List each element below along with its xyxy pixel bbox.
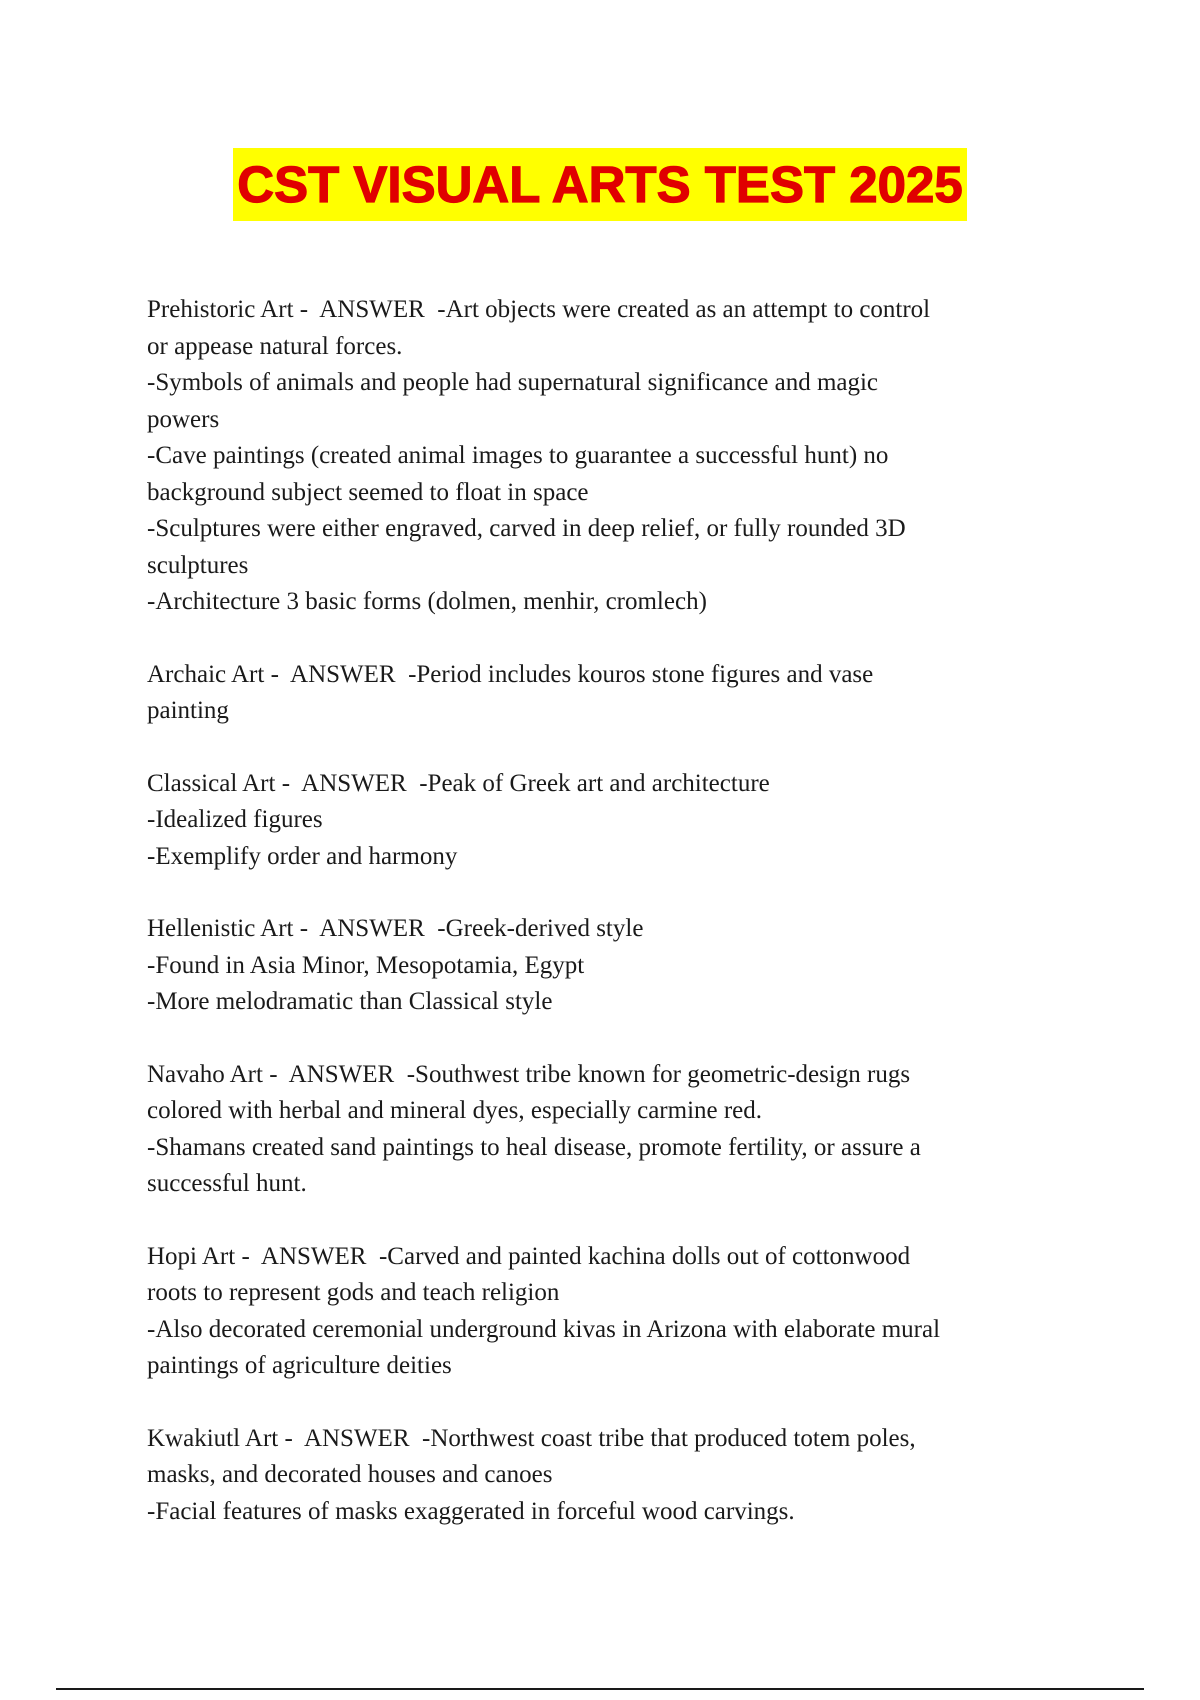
qa-answer-text: paintings of agriculture deities	[147, 1352, 452, 1379]
qa-entry	[147, 1239, 1067, 1385]
qa-answer-label: ANSWER	[260, 1242, 367, 1270]
qa-answer-line	[147, 475, 1067, 512]
qa-answer-text: colored with herbal and mineral dyes, especially carmine red.	[147, 1097, 763, 1124]
qa-term: Prehistoric Art	[147, 296, 294, 323]
qa-first-line	[147, 292, 1067, 329]
qa-answer-line	[147, 438, 1067, 475]
qa-answer-label: ANSWER	[290, 660, 396, 688]
page-title: CST VISUAL ARTS TEST 2025	[233, 148, 967, 221]
qa-first-line	[147, 911, 1067, 948]
title-container	[0, 148, 1200, 221]
qa-answer-label: ANSWER	[301, 769, 407, 797]
qa-answer-text: -Symbols of animals and people had supernatural significance and magic	[147, 369, 879, 396]
qa-term: Navaho Art	[147, 1060, 263, 1088]
qa-separator: -	[293, 296, 320, 323]
qa-answer-label: ANSWER	[288, 1060, 395, 1088]
qa-separator	[425, 915, 438, 942]
qa-answer-text: -Architecture 3 basic forms (dolmen, menhir, cromlech)	[147, 588, 707, 615]
qa-answer-text: -Art objects were created as an attempt to control	[437, 296, 931, 323]
qa-answer-line	[147, 548, 1067, 585]
qa-answer-text: -Also decorated ceremonial underground kivas in Arizona with elaborate mural	[147, 1315, 941, 1343]
qa-answer-text: -Northwest coast tribe that produced totem poles,	[422, 1424, 916, 1452]
qa-answer-text: -Sculptures were either engraved, carved in deep relief, or fully rounded 3D	[147, 515, 906, 542]
qa-answer-text: successful hunt.	[147, 1170, 307, 1197]
qa-answer-line	[147, 1494, 1067, 1531]
qa-answer-line	[147, 802, 1067, 839]
qa-separator	[366, 1243, 379, 1270]
qa-answer-text: or appease natural forces.	[147, 332, 403, 360]
qa-term: Archaic Art	[147, 660, 265, 688]
qa-answer-text: background subject seemed to float in space	[147, 478, 589, 506]
qa-answer-line	[147, 1457, 1067, 1494]
qa-separator	[396, 661, 409, 688]
qa-answer-text: -Period includes kouros stone figures and vase	[408, 660, 874, 688]
qa-separator	[425, 296, 438, 323]
qa-answer-text: -Exemplify order and harmony	[147, 842, 458, 870]
qa-answer-text: -Facial features of masks exaggerated in forceful wood carvings.	[147, 1497, 795, 1525]
qa-answer-line	[147, 402, 1067, 439]
qa-separator: -	[235, 1242, 261, 1270]
qa-answer-text: powers	[147, 405, 220, 433]
qa-answer-label: ANSWER	[319, 296, 425, 323]
qa-answer-line	[147, 839, 1067, 876]
qa-answer-line	[147, 511, 1067, 548]
qa-answer-text: -Peak of Greek art and architecture	[419, 769, 770, 797]
qa-entry	[147, 292, 1067, 621]
qa-answer-text: painting	[147, 697, 229, 724]
qa-separator	[394, 1061, 407, 1088]
qa-answer-line	[147, 1312, 1067, 1349]
qa-answer-text: masks, and decorated houses and canoes	[147, 1461, 553, 1488]
qa-answer-text: -Shamans created sand paintings to heal disease, promote fertility, or assure a	[147, 1133, 921, 1161]
qa-answer-line	[147, 1130, 1067, 1167]
qa-answer-line	[147, 329, 1067, 366]
qa-entry	[147, 1057, 1067, 1203]
qa-separator: -	[264, 660, 291, 688]
qa-answer-line	[147, 1275, 1067, 1312]
qa-term: Classical Art	[147, 769, 276, 797]
bottom-divider	[56, 1688, 1144, 1690]
qa-answer-text: roots to represent gods and teach religion	[147, 1279, 560, 1306]
qa-answer-line	[147, 1348, 1067, 1385]
qa-term: Hellenistic Art	[147, 915, 294, 942]
qa-answer-text: -Carved and painted kachina dolls out of cottonwood	[378, 1242, 911, 1270]
qa-answer-line	[147, 1093, 1067, 1130]
qa-entry	[147, 911, 1067, 1021]
qa-answer-text: -Cave paintings (created animal images to guarantee a successful hunt) no	[147, 442, 889, 469]
qa-separator: -	[275, 769, 302, 797]
qa-answer-line	[147, 984, 1067, 1021]
qa-answer-line	[147, 693, 1067, 730]
qa-first-line	[147, 1239, 1067, 1276]
qa-answer-label: ANSWER	[319, 915, 425, 942]
qa-answer-text: -More melodramatic than Classical style	[147, 988, 553, 1015]
qa-term: Hopi Art	[147, 1242, 236, 1270]
qa-answer-line	[147, 584, 1067, 621]
qa-entry	[147, 657, 1067, 730]
qa-term: Kwakiutl Art	[147, 1424, 279, 1452]
qa-answer-text: -Southwest tribe known for geometric-design rugs	[406, 1060, 911, 1088]
qa-answer-line	[147, 1166, 1067, 1203]
qa-list	[147, 292, 1067, 1566]
qa-first-line	[147, 657, 1067, 694]
qa-answer-text: -Found in Asia Minor, Mesopotamia, Egypt	[147, 951, 585, 979]
qa-first-line	[147, 766, 1067, 803]
qa-separator: -	[262, 1060, 289, 1088]
qa-answer-line	[147, 948, 1067, 985]
qa-first-line	[147, 1057, 1067, 1094]
qa-answer-text: -Idealized figures	[147, 806, 323, 833]
qa-answer-label: ANSWER	[303, 1424, 410, 1452]
qa-answer-text: -Greek-derived style	[437, 915, 644, 942]
qa-separator	[410, 1425, 423, 1452]
qa-first-line	[147, 1421, 1067, 1458]
qa-answer-text: sculptures	[147, 551, 249, 579]
qa-answer-line	[147, 365, 1067, 402]
qa-entry	[147, 1421, 1067, 1531]
qa-separator: -	[293, 915, 320, 942]
qa-separator	[407, 770, 420, 797]
qa-entry	[147, 766, 1067, 876]
qa-separator: -	[278, 1424, 304, 1452]
